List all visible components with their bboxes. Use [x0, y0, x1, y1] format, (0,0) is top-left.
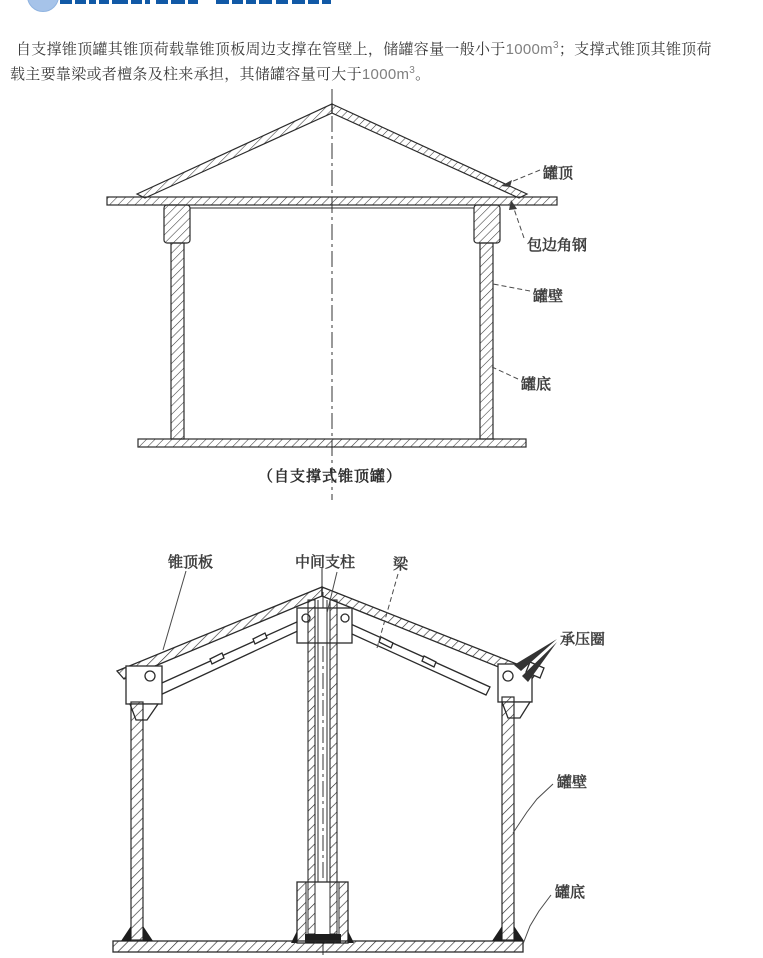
label-pressure-ring: 承压圈	[560, 631, 606, 648]
diagram-supported-cone-roof-tank	[0, 540, 763, 958]
diagram1-caption: （自支撑式锥顶罐）	[257, 468, 403, 485]
eave-plate-shape	[107, 197, 557, 205]
tank-bottom-shape	[138, 439, 526, 447]
label-tank-bottom: 罐底	[521, 376, 552, 393]
label-tank-bottom-2: 罐底	[555, 884, 586, 901]
column-cap-shape	[297, 608, 352, 643]
page-header	[0, 0, 763, 12]
label-tank-roof: 罐顶	[543, 165, 574, 182]
label-center-column: 中间支柱	[295, 554, 356, 571]
avatar[interactable]	[27, 0, 59, 12]
leader-lines-2	[163, 571, 557, 944]
paragraph-line-1: 自支撑锥顶罐其锥顶荷载靠锥顶板周边支撑在管壁上，储罐容量一般小于$1000m^3$；支撑式锥顶其锥顶荷	[16, 40, 712, 58]
label-tank-wall-2: 罐壁	[557, 774, 588, 791]
diagram-self-supporting-cone-roof-tank	[0, 85, 763, 500]
label-cone-roof-plate: 锥顶板	[168, 554, 214, 571]
column-base-shape	[297, 882, 348, 943]
intro-paragraph	[10, 37, 755, 87]
label-edge-angle-steel: 包边角钢	[527, 237, 588, 254]
label-tank-wall: 罐壁	[533, 288, 564, 305]
label-beam: 梁	[393, 556, 409, 573]
paragraph-line-2: 载主要靠梁或者檀条及柱来承担，其储罐容量可大于$1000m^3$。	[10, 65, 431, 83]
